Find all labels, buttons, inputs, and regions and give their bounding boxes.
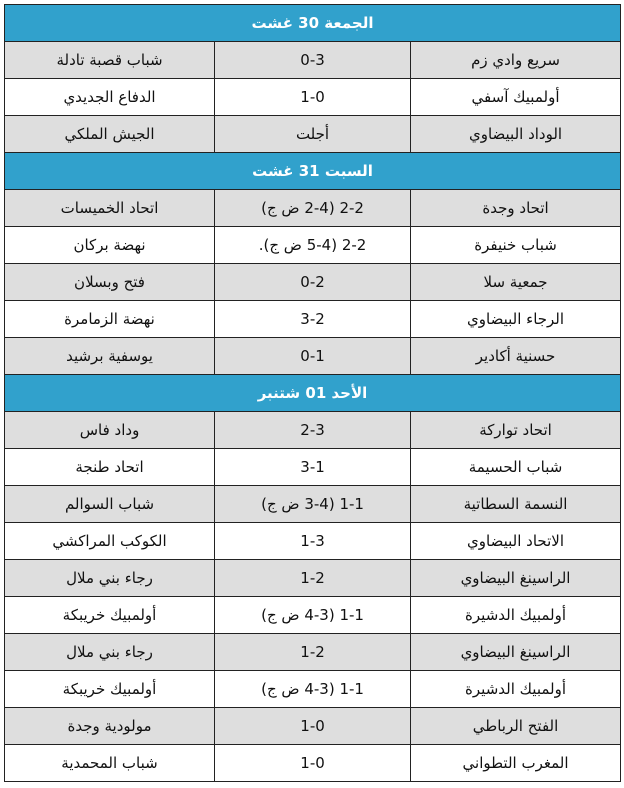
match-row (5, 560, 621, 597)
score-cell: 1-0 (215, 745, 411, 782)
match-row (5, 79, 621, 116)
match-row (5, 523, 621, 560)
match-results-table (4, 4, 621, 782)
away-team-cell: رجاء بني ملال (5, 634, 215, 671)
home-team-cell: حسنية أكادير (411, 338, 621, 375)
match-row (5, 634, 621, 671)
away-team-cell: الدفاع الجديدي (5, 79, 215, 116)
match-row (5, 708, 621, 745)
away-team-cell: شباب المحمدية (5, 745, 215, 782)
home-team-cell: أولمبيك آسفي (411, 79, 621, 116)
score-cell: 3-2 (215, 301, 411, 338)
match-row (5, 264, 621, 301)
away-team-cell: اتحاد الخميسات (5, 190, 215, 227)
away-team-cell: اتحاد طنجة (5, 449, 215, 486)
day-header: الأحد 01 شتنبر (5, 375, 621, 412)
score-cell: 0-1 (215, 338, 411, 375)
away-team-cell: وداد فاس (5, 412, 215, 449)
away-team-cell: الكوكب المراكشي (5, 523, 215, 560)
home-team-cell: الراسينغ البيضاوي (411, 634, 621, 671)
away-team-cell: مولودية وجدة (5, 708, 215, 745)
home-team-cell: أولمبيك الدشيرة (411, 671, 621, 708)
away-team-cell: أولمبيك خريبكة (5, 671, 215, 708)
home-team-cell: أولمبيك الدشيرة (411, 597, 621, 634)
match-row (5, 412, 621, 449)
match-row (5, 116, 621, 153)
away-team-cell: فتح وبسلان (5, 264, 215, 301)
home-team-cell: الوداد البيضاوي (411, 116, 621, 153)
match-results-body (5, 5, 621, 782)
results-table-container (4, 4, 620, 782)
score-cell: 0-2 (215, 264, 411, 301)
away-team-cell: يوسفية برشيد (5, 338, 215, 375)
score-cell: 3-1 (215, 449, 411, 486)
home-team-cell: شباب الحسيمة (411, 449, 621, 486)
score-cell: 1-1 (3-4 ض ج) (215, 486, 411, 523)
home-team-cell: الاتحاد البيضاوي (411, 523, 621, 560)
score-cell: 2-2 (5-4 ض ج). (215, 227, 411, 264)
home-team-cell: اتحاد تواركة (411, 412, 621, 449)
match-row (5, 190, 621, 227)
home-team-cell: جمعية سلا (411, 264, 621, 301)
home-team-cell: الفتح الرباطي (411, 708, 621, 745)
home-team-cell: شباب خنيفرة (411, 227, 621, 264)
score-cell: 1-2 (215, 634, 411, 671)
score-cell: 0-3 (215, 42, 411, 79)
away-team-cell: نهضة الزمامرة (5, 301, 215, 338)
score-cell: 1-2 (215, 560, 411, 597)
match-row (5, 449, 621, 486)
away-team-cell: أولمبيك خريبكة (5, 597, 215, 634)
home-team-cell: المغرب التطواني (411, 745, 621, 782)
match-row (5, 745, 621, 782)
score-cell: أجلت (215, 116, 411, 153)
match-row (5, 301, 621, 338)
day-header: الجمعة 30 غشت (5, 5, 621, 42)
day-header: السبت 31 غشت (5, 153, 621, 190)
home-team-cell: النسمة السطاتية (411, 486, 621, 523)
match-row (5, 338, 621, 375)
day-header-row (5, 5, 621, 42)
away-team-cell: شباب قصبة تادلة (5, 42, 215, 79)
away-team-cell: شباب السوالم (5, 486, 215, 523)
home-team-cell: سريع وادي زم (411, 42, 621, 79)
home-team-cell: اتحاد وجدة (411, 190, 621, 227)
score-cell: 2-2 (2-4 ض ج) (215, 190, 411, 227)
score-cell: 1-0 (215, 79, 411, 116)
day-header-row (5, 375, 621, 412)
home-team-cell: الراسينغ البيضاوي (411, 560, 621, 597)
match-row (5, 227, 621, 264)
match-row (5, 671, 621, 708)
away-team-cell: الجيش الملكي (5, 116, 215, 153)
match-row (5, 42, 621, 79)
day-header-row (5, 153, 621, 190)
match-row (5, 597, 621, 634)
home-team-cell: الرجاء البيضاوي (411, 301, 621, 338)
match-row (5, 486, 621, 523)
score-cell: 1-0 (215, 708, 411, 745)
away-team-cell: رجاء بني ملال (5, 560, 215, 597)
score-cell: 1-3 (215, 523, 411, 560)
score-cell: 1-1 (4-3 ض ج) (215, 671, 411, 708)
score-cell: 1-1 (4-3 ض ج) (215, 597, 411, 634)
away-team-cell: نهضة بركان (5, 227, 215, 264)
score-cell: 2-3 (215, 412, 411, 449)
